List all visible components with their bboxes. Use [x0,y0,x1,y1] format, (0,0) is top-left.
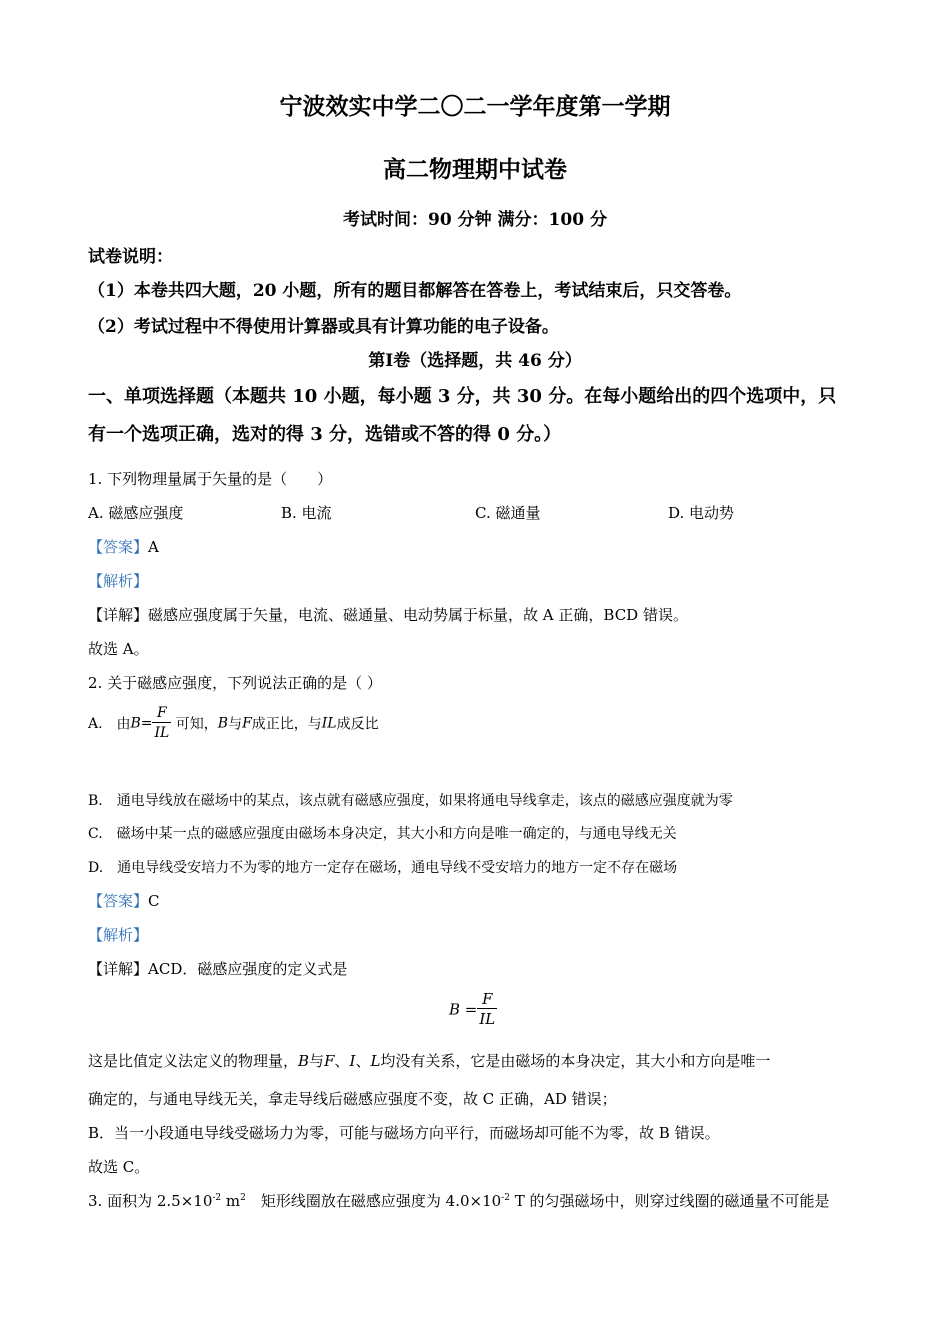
fraction-numerator: F [482,990,493,1008]
q2-explanation-line1 [88,1050,770,1071]
q2-option-a-v3: IL [321,715,337,732]
q1-option-c: C. 磁通量 [475,504,541,522]
q3-t1: 3. 面积为 2.5×10 [88,1192,213,1210]
q2-option-a-fraction [152,704,171,743]
instructions-item-1: （1）本卷共四大题，20 小题，所有的题目都解答在答卷上，考试结束后，只交答卷。 [88,281,742,301]
q2-para1-t5: 均没有关系，它是由磁场的本身决定，其大小和方向是唯一 [380,1052,771,1070]
q2-para1-t2: 与 [309,1052,325,1070]
formula-lhs: B = [449,1000,478,1019]
q1-conclusion: 故选 A。 [88,640,149,658]
q2-answer [88,890,160,911]
q1-stem: 1. 下列物理量属于矢量的是（ ） [88,470,333,488]
q2-option-a-t2: 与 [228,716,243,733]
q2-option-d: D. 通电导线受安培力不为零的地方一定存在磁场，通电导线不受安培力的地方一定不存在磁场 [88,860,678,876]
part1-heading-line1: 一、单项选择题（本题共 10 小题，每小题 3 分，共 30 分。在每小题给出的四个选项中，只 [88,386,837,407]
q2-option-a-t3: 成正比，与 [251,716,322,733]
q1-detail-text: 磁感应强度属于矢量，电流、磁通量、电动势属于标量，故 A 正确，BCD 错误。 [148,606,688,624]
instructions-item-2: （2）考试过程中不得使用计算器或具有计算功能的电子设备。 [88,317,559,337]
instructions-heading: 试卷说明： [88,247,173,267]
q2-conclusion: 故选 C。 [88,1158,150,1176]
q2-para1-v3: I [349,1052,356,1070]
q1-detail [88,604,688,625]
q2-analysis-tag: 【解析】 [88,926,149,944]
q2-para1-t3: 、 [334,1052,350,1070]
q2-para1-v2: F [324,1052,335,1070]
q2-explanation-line2: 确定的，与通电导线无关，拿走导线后磁感应强度不变，故 C 正确，AD 错误； [88,1090,617,1108]
exam-title-line2: 高二物理期中试卷 [383,156,567,183]
q1-answer-value: A [148,538,159,556]
q2-option-a-prefix: 由 [116,716,131,733]
q2-para1-v1: B [298,1052,310,1070]
q3-t3: 矩形线圈放在磁感应强度为 4.0×10 [245,1192,502,1210]
fraction-denominator: IL [152,722,171,743]
fraction-numerator: F [157,705,167,721]
q3-sup2: 2 [240,1193,246,1203]
detail-tag: 【详解】 [88,960,149,978]
q3-stem [88,1190,829,1211]
detail-tag: 【详解】 [88,606,149,624]
q2-option-b: B. 通电导线放在磁场中的某点，该点就有磁感应强度，如果将通电导线拿走，该点的磁感应强度就为零 [88,793,733,809]
q2-explanation-line3: B．当一小段通电导线受磁场力为零，可能与磁场方向平行，而磁场却可能不为零，故 B 错误。 [88,1124,720,1142]
q2-option-c: C. 磁场中某一点的磁感应强度由磁场本身决定，其大小和方向是唯一确定的，与通电导线无关 [88,826,677,842]
q2-option-a [88,704,379,743]
q3-sup3: -2 [501,1193,510,1203]
q2-option-a-v1: B [217,715,229,732]
formula-fraction [477,990,497,1029]
exam-info: 考试时间：90 分钟 满分：100 分 [343,210,607,230]
q2-stem: 2. 关于磁感应强度，下列说法正确的是（ ） [88,674,382,692]
q2-detail-text: ACD．磁感应强度的定义式是 [148,960,348,978]
q2-detail [88,958,347,979]
q2-para1-t1: 这是比值定义法定义的物理量， [88,1052,299,1070]
q2-formula [449,990,497,1029]
q1-option-d: D. 电动势 [668,504,735,522]
q1-answer [88,536,159,557]
q2-option-a-label: A. [88,715,103,732]
q2-para1-v4: L [370,1052,381,1070]
part1-heading-line2: 有一个选项正确，选对的得 3 分，选错或不答的得 0 分。） [88,424,562,445]
volume-heading: 第Ⅰ卷（选择题，共 46 分） [368,351,582,371]
answer-tag: 【答案】 [88,538,149,556]
q2-option-a-lhs: B= [130,715,153,732]
q3-t4: T 的匀强磁场中，则穿过线圈的磁通量不可能是 [509,1192,830,1210]
q2-answer-value: C [148,892,160,910]
q1-analysis-tag: 【解析】 [88,572,149,590]
q2-option-a-t1: 可知， [175,716,218,733]
fraction-denominator: IL [479,1010,496,1028]
q3-t2: m [221,1192,241,1210]
answer-tag: 【答案】 [88,892,149,910]
q1-option-a: A. 磁感应强度 [88,504,184,522]
exam-title-line1: 宁波效实中学二〇二一学年度第一学期 [279,93,671,120]
q2-option-a-t4: 成反比 [336,716,379,733]
q2-para1-t4: 、 [355,1052,371,1070]
q2-option-a-v2: F [242,715,252,732]
q1-option-b: B. 电流 [281,504,332,522]
q3-sup1: -2 [212,1193,222,1203]
